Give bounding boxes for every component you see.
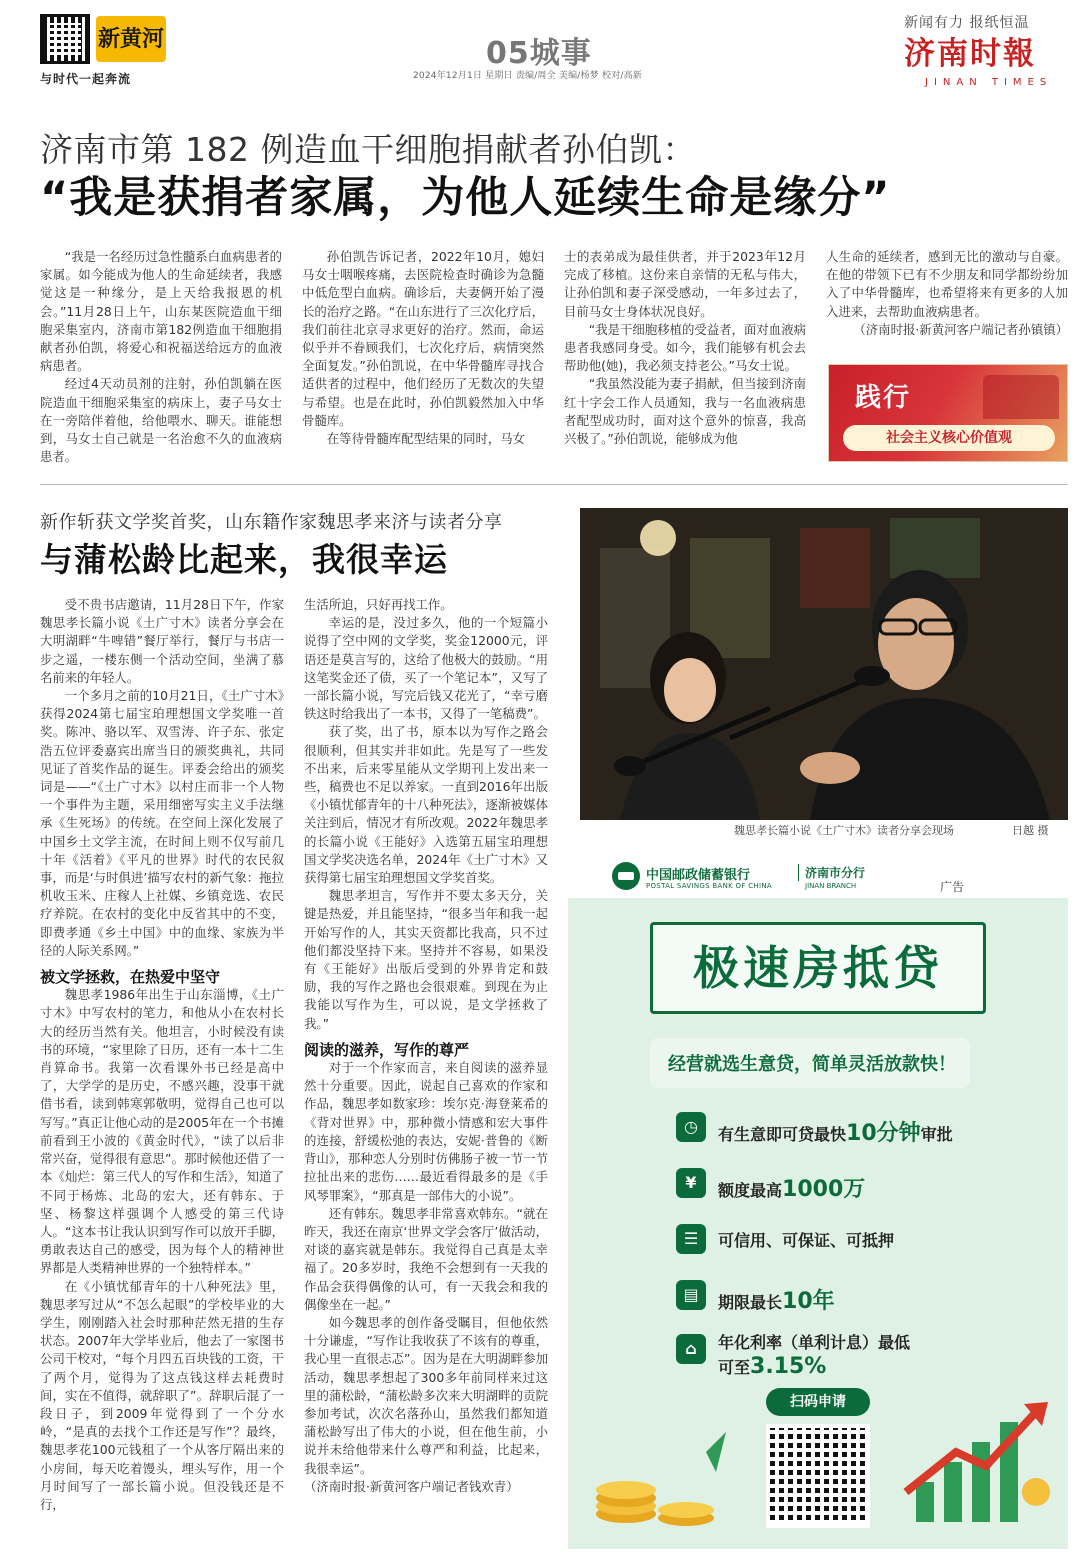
ad-header [568,852,1068,898]
paragraph: 孙伯凯告诉记者，2022年10月，媳妇马女士咽喉疼痛，去医院检查时确诊为急髓中低危型白血病。确诊后，夫妻俩开始了漫长的治疗之路。“在山东进行了三次化疗后，我们前往北京寻求更好的治疗。然而，命运似乎并不眷顾我们，七次化疗后，病情突然全面复发。”孙伯凯说，在中华骨髓库寻找合适供者的过程中，他们经历了无数次的失望与希望。也是在此时，孙伯凯毅然加入中华骨髓库。 [302,249,544,428]
bank-name-en: POSTAL SAVINGS BANK OF CHINA [646,882,772,890]
psbc-advertisement[interactable] [568,852,1068,1549]
page-header [0,0,1080,100]
ad-subtitle: 经营就选生意贷，简单灵活放款快！ [668,1054,956,1075]
banner-subtitle: 社会主义核心价值观 [843,425,1055,451]
paragraph: 获了奖，出了书，原本以为写作之路会很顺利，但其实并非如此。先是写了一些发不出来，后来零星能从文学期刊上发出来一些，稿费也不足以养家。一直到2016年出版《小镇忧郁青年的十八种死法》，逐渐被媒体关注到后，情况才有所改观。2022年魏思孝的长篇小说《王能好》入选第五届宝珀理想国文学奖决选名单，2024年《土广寸木》又获得第七届宝珀理想国文学奖首奖。 [304,724,548,886]
branch-name: 济南市分行 [798,864,865,881]
photo-caption: 魏思孝长篇小说《土广寸木》读者分享会现场 [734,824,954,837]
paragraph: 魏思孝1986年出生于山东淄博，《土广寸木》中写农村的笔力，和他从小在农村长大的经历当然有关。他坦言，小时候没有读书的环境，“家里除了日历，还有一本十二生肖算命书。我第一次看课外书已经是高中了，大学学的是历史，不感兴趣，没事干就借书看，读到韩寒郭敬明，觉得自己也可以写写。”真正让他心动的是2005年在一个书摊前看到王小波的《黄金时代》，“读了以后非常兴奋，觉得很有意思”。那时候他还借了一本《灿烂：第三代人的写作和生活》，知道了不同于杨炼、北岛的宏大，还有韩东、于坚、杨黎这样强调个人感受的第三代诗人。“这本书让我认识到写作可以放开手脚，勇敢表达自己的感受，因为每个人的精神世界都是人类精神世界的一个独特样本。” [40,987,284,1276]
coins-icon: ¥ [676,1168,706,1198]
paragraph: 幸运的是，没过多久，他的一个短篇小说得了空中网的文学奖，奖金12000元，评语还是莫言写的，这给了他极大的鼓励。“用这笔奖金还了债，买了一个笔记本”，又写了一部长篇小说，写完后钱又花光了，“幸亏磨铁这时给我出了一本书，又得了一笔稿费”。 [304,615,548,722]
tiananmen-icon [983,375,1059,419]
article2-kicker: 新作斩获文学奖首奖，山东籍作家魏思孝来济与读者分享 [40,512,503,533]
article1-column-1 [40,248,282,476]
ad-title: 极速房抵贷 [693,941,943,995]
paragraph: 在等待骨髓库配型结果的同时，马女 [326,431,526,447]
paragraph: “我虽然没能为妻子捐献，但当接到济南红十字会工作人员通知，我与一名血液病患者配型成功时，面对这个意外的惊喜，我高兴极了。”孙伯凯说，能够成为他 [564,376,806,447]
ad-feature-item [676,1278,1016,1318]
ad-feature-text: 有生意即可贷最快10分钟审批 [718,1121,953,1146]
paragraph: 如今魏思孝的创作备受瞩目，但他依然十分谦虚，“写作让我收获了不该有的尊重，我心里一直很忐忑”。因为是在大明湖畔参加活动，魏思孝想起了300多年前同样来过这里的蒲松龄，“蒲松龄多次来大明湖畔的贡院参加考试，次次名落孙山，虽然我们都知道蒲松龄写出了伟大的小说，但在他生前，小说并未给他带来什么尊严和利益，比起来，我很幸运”。 [304,1314,548,1476]
bank-icon: ⌂ [676,1334,706,1364]
photo-credit: 日越 摄 [1012,824,1049,837]
paragraph: 士的表弟成为最佳供者，并于2023年12月完成了移植。这份来自亲情的无私与伟大，让孙伯凯和妻子深受感动，一年多过去了，目前马女士身体状况良好。 [564,249,806,319]
paragraph: 一个多月之前的10月21日，《土广寸木》获得2024第七届宝珀理想国文学奖唯一首奖。陈冲、骆以军、双雪涛、许子东、张定浩五位评委嘉宾出席当日的颁奖典礼，共同见证了首奖作品的诞生。评委会给出的颁奖词是——“《土广寸木》以村庄而非一个人物一个事件为主题，采用细密写实主义手法继承《生死场》的传统。在空间上深化发展了中国乡土文学主流，在时间上则不仅写前几十年《活着》《平凡的世界》时代的农民叙事，而是‘与时俱进’描写农村的新气象：拖拉机收玉米、庄稼人上社媒、乡镇竞选、农民疗养院。在农村的变化中反省其中的不变，即费孝通《乡土中国》中的血缘、家族为半径的人际关系网。” [40,688,284,958]
ad-label: 广告 [940,880,965,894]
ad-feature-text: 年化利率（单利计息）最低 [718,1333,911,1352]
page-meta: 2024年12月1日 星期日 责编/周全 美编/杨梦 校对/高新 [413,71,643,81]
byline: （济南时报·新黄河客户端记者孙镇镇） [853,321,1068,337]
ad-feature-text: 额度最高1000万 [718,1177,866,1202]
document-icon: ☰ [676,1224,706,1254]
ad-feature-text: 可信用、可保证、可抵押 [718,1231,895,1250]
article1-column-4 [826,248,1068,358]
ad-qr-code[interactable] [766,1424,870,1528]
growth-arrow-icon [896,1382,1056,1532]
coins-illustration-icon [586,1422,736,1532]
paragraph: 还有韩东。魏思孝非常喜欢韩东。“就在昨天，我还在南京‘世界文学会客厅’做活动，对谈的嘉宾就是韩东。我觉得自己真是太幸福了。20多岁时，我绝不会想到有一天我的作品会获得偶像的认可，有一天我会和我的偶像坐在一起。” [304,1205,548,1312]
event-photo [580,508,1068,820]
paragraph: “我是干细胞移植的受益者，面对血液病患者我感同身受。如今，我们能够有机会去帮助他(她)，我必须支持老公。”马女士说。 [564,321,806,374]
masthead-slogan: 新闻有力 报纸恒温 [904,15,1030,31]
article1-kicker: 济南市第 182 例造血干细胞捐献者孙伯凯： [40,130,696,169]
paragraph: 受不贵书店邀请，11月28日下午，作家魏思孝长篇小说《土广寸木》读者分享会在大明湖畔“牛啤错”餐厅举行，餐厅与书店一步之遥，一楼东侧一个活动空间，坐满了慕名前来的年轻人。 [40,597,284,685]
paragraph: 魏思孝坦言，写作并不要太多天分，关键是热爱，并且能坚持，“很多当年和我一起开始写作的人，其实天资都比我高，只不过他们都没坚持下来。坚持并不容易，如果没有《王能好》出版后受到的外界肯定和鼓励，我的写作之路也会很艰难。到现在为止我能以写作为生，可以说，是文学拯救了我。” [304,888,548,1031]
article1-column-3 [564,248,806,476]
paragraph: 生活所迫，只好再找工作。 [304,597,453,612]
article1-column-2 [302,248,544,476]
clock-icon: ◷ [676,1112,706,1142]
article2-column-2 [304,596,548,1548]
paragraph: 对于一个作家而言，来自阅读的滋养显然十分重要。因此，说起自己喜欢的作家和作品，魏思孝如数家珍：埃尔克·海登莱希的《背对世界》中，那种微小情感和宏大事件的连接，舒缓松弛的表达，安妮·普鲁的《断背山》，那种恋人分别时仿佛肠子被一节一节拉扯出来的悲伤……最近看得最多的是《手风琴罪案》，“那真是一部伟大的小说”。 [304,1060,548,1203]
scan-to-apply-button[interactable]: 扫码申请 [766,1388,870,1416]
bank-name: 中国邮政储蓄银行 [646,868,751,883]
core-values-banner [828,364,1068,462]
subheading: 阅读的滋养，写作的尊严 [304,1040,470,1059]
byline: （济南时报·新黄河客户端记者钱欢青） [304,1478,519,1494]
branch-name-en: JINAN BRANCH [805,882,857,890]
paragraph: 人生命的延续者，感到无比的激动与自豪。在他的带领下已有不少朋友和同学都纷纷加入了中华骨髓库，也希望将来有更多的人加入进来，去帮助血液病患者。 [826,249,1068,319]
ad-feature-item [676,1166,1016,1206]
section-divider [40,484,1068,485]
paragraph: 在《小镇忧郁青年的十八种死法》里，魏思孝写过从“不怎么起眼”的学校毕业的大学生，刚刚踏入社会时那种茫然无措的生存状态。2007年大学毕业后，他去了一家图书公司干校对，“每个月四五百块钱的工资，干了两个月，觉得为了这点钱这样去耗费时间，实在不值得，就辞职了”。辞职后混了一段日子，到2009年觉得到了一个分水岭，“是真的去找个工作还是写作”？最终，魏思孝花100元钱租了一个从客厅隔出来的小房间，每天吃着馒头，埋头写作，用一个月时间写了一部长篇小说。但没钱还是不行， [40,1278,284,1512]
calendar-icon: ▤ [676,1280,706,1310]
psbc-logo-icon [612,862,640,890]
article2-headline: 与蒲松龄比起来，我很幸运 [40,540,448,579]
subheading: 被文学拯救，在热爱中坚守 [40,968,221,987]
paragraph: “我是一名经历过急性髓系白血病患者的家属。如今能成为他人的生命延续者，我感觉这是一种缘分，是上天给我报恩的机会。”11月28日上午，山东某医院造血干细胞采集室内，济南市第182例造血干细胞捐献者孙伯凯，将爱心和祝福送给远方的血液病患者。 [40,249,282,374]
article1-headline: “我是获捐者家属，为他人延续生命是缘分” [40,173,891,223]
page-section-title: 05城事 [486,36,592,71]
masthead-subtitle: JINAN TIMES [925,77,1053,88]
paragraph: 经过4天动员剂的注射，孙伯凯躺在医院造血干细胞采集室的病床上，妻子马女士在一旁陪伴着他，给他喂水、聊天。谁能想到，马女士自己就是一名治愈不久的血液病患者。 [40,376,282,465]
header-qr-code [40,14,90,64]
ad-feature-item [676,1222,1016,1262]
ad-title-box [650,922,986,1014]
brand-slogan: 与时代一起奔流 [40,72,132,86]
ad-feature-text: 可至3.15% [718,1354,827,1379]
ad-feature-item [676,1110,1016,1150]
article2-column-1 [40,596,284,1548]
brand-logo: 新黄河 [96,16,166,62]
ad-feature-text: 期限最长10年 [718,1289,835,1314]
ad-feature-item [676,1324,1016,1384]
banner-title: 践行 [855,383,912,413]
photo-illustration [580,508,1068,820]
masthead-title: 济南时報 [904,36,1036,72]
